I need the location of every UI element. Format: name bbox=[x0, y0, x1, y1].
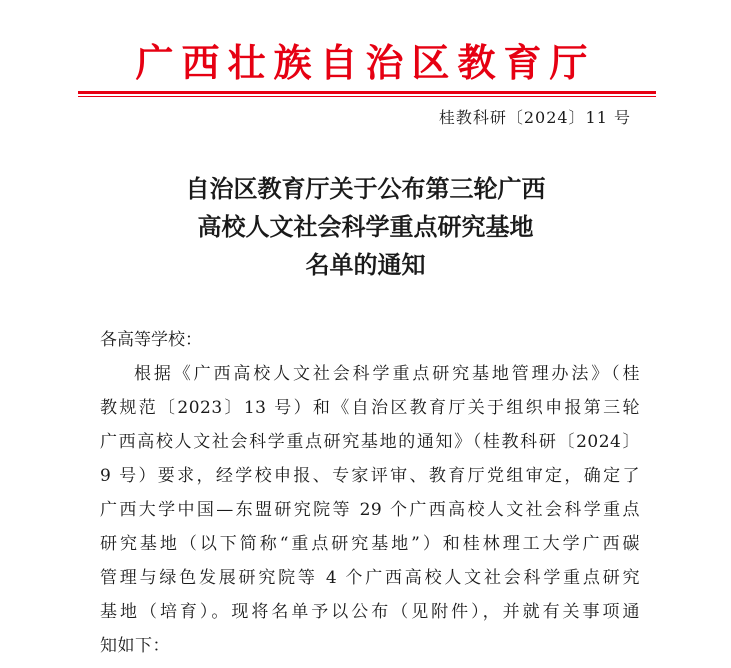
notice-title bbox=[0, 170, 731, 284]
body-line: 广西大学中国—东盟研究院等 29 个广西高校人文社会科学重点 bbox=[100, 500, 640, 520]
body-line: 广西高校人文社会科学重点研究基地的通知》（桂教科研〔2024〕 bbox=[100, 432, 640, 452]
body-line: 9 号）要求，经学校申报、专家评审、教育厅党组审定，确定了 bbox=[100, 466, 640, 486]
header-red-rule-thin bbox=[78, 96, 656, 97]
addressee: 各高等学校： bbox=[100, 330, 202, 350]
body-line: 基地（培育）。现将名单予以公布（见附件），并就有关事项通 bbox=[100, 602, 640, 622]
body-line: 根据《广西高校人文社会科学重点研究基地管理办法》（桂 bbox=[134, 364, 640, 384]
issuer-header-title: 广西壮族自治区教育厅 bbox=[135, 40, 596, 85]
notice-title-line: 名单的通知 bbox=[305, 251, 426, 279]
body-line: 管理与绿色发展研究院等 4 个广西高校人文社会科学重点研究 bbox=[100, 568, 640, 588]
document-number: 桂教科研〔2024〕11 号 bbox=[438, 108, 631, 127]
notice-title-line: 高校人文社会科学重点研究基地 bbox=[197, 213, 534, 241]
body-line: 研究基地（以下简称“重点研究基地”）和桂林理工大学广西碳 bbox=[100, 534, 640, 554]
body-line: 知如下： bbox=[100, 636, 170, 656]
notice-title-line: 自治区教育厅关于公布第三轮广西 bbox=[185, 175, 546, 203]
body-line: 教规范〔2023〕13 号）和《自治区教育厅关于组织申报第三轮 bbox=[100, 398, 640, 418]
notice-body bbox=[100, 362, 640, 668]
header-red-rule-thick bbox=[78, 91, 656, 94]
